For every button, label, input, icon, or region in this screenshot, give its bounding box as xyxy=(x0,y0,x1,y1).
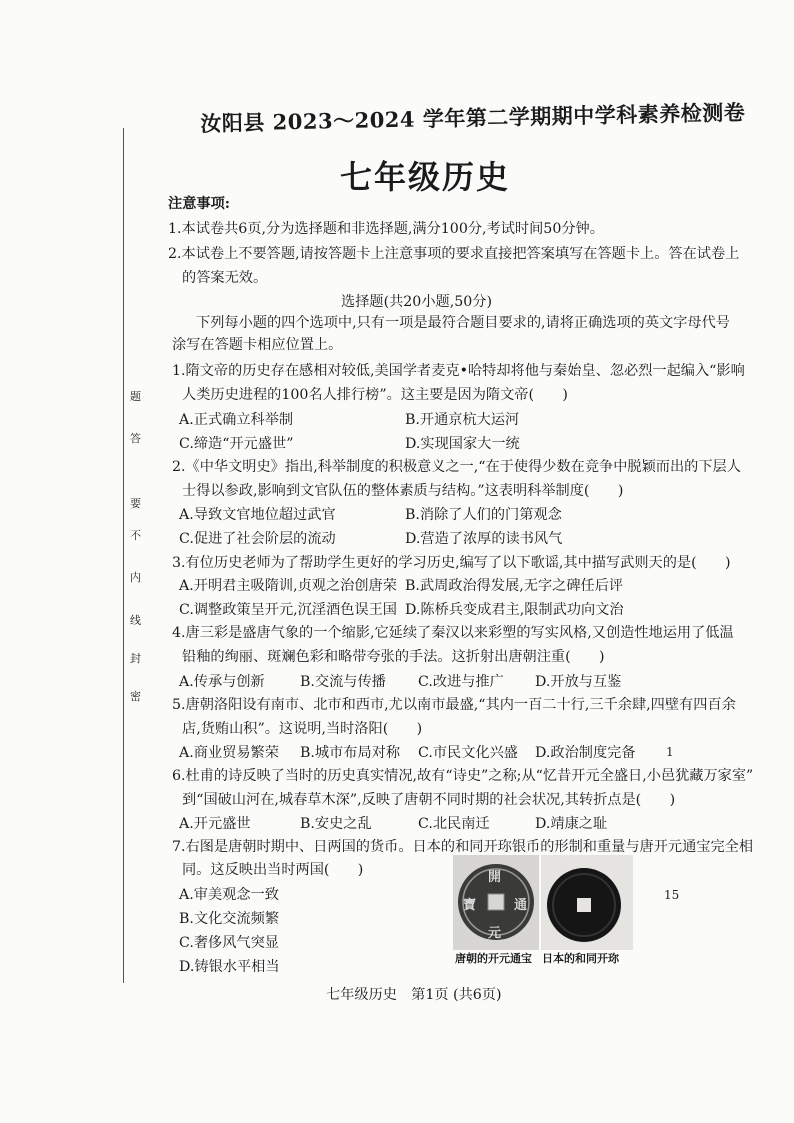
page-footer: 七年级历史 第1页 (共6页) xyxy=(326,987,502,1003)
side-char: 答 xyxy=(130,432,141,445)
side-char: 题 xyxy=(130,390,141,403)
notice-item: 的答案无效。 xyxy=(182,270,268,286)
option: D.政治制度完备 xyxy=(535,745,636,761)
notice-heading: 注意事项: xyxy=(168,196,230,212)
option: C.奢侈风气突显 xyxy=(179,935,279,951)
coin-figure xyxy=(453,855,633,970)
question-stem: 3.有位历史老师为了帮助学生更好的学习历史,编写了以下歌谣,其中描写武则天的是( ) xyxy=(172,555,731,571)
subject-title: 七年级历史 xyxy=(340,158,511,196)
exam-title: 汝阳县 2023～2024 学年第二学期期中学科素养检测卷 xyxy=(200,99,746,136)
option: D.铸银水平相当 xyxy=(179,959,280,975)
option: B.武周政治得发展,无字之碑任后评 xyxy=(405,578,624,594)
side-char: 要 xyxy=(130,497,141,510)
question-stem: 店,货贿山积”。这说明,当时洛阳( ) xyxy=(182,721,423,737)
option: B.安史之乱 xyxy=(300,816,372,832)
question-stem: 人类历史进程的100名人排行榜”。这主要是因为隋文帝( ) xyxy=(182,387,568,403)
notice-item: 2.本试卷上不要答题,请按答题卡上注意事项的要求直接把答案填写在答题卡上。答在试卷上 xyxy=(168,246,740,262)
edge-mark: 15 xyxy=(664,888,680,902)
option: A.导致文官地位超过武官 xyxy=(179,507,336,523)
side-char: 线 xyxy=(130,614,141,627)
side-char: 封 xyxy=(130,652,141,665)
section-instruction: 下列每小题的四个选项中,只有一项是最符合题目要求的,请将正确选项的英文字母代号 xyxy=(196,315,730,331)
side-char: 密 xyxy=(130,690,141,703)
question-stem: 4.唐三彩是盛唐气象的一个缩影,它延续了秦汉以来彩塑的写实风格,又创造性地运用了低温 xyxy=(172,625,734,641)
question-stem: 铅釉的绚丽、斑斓色彩和略带夸张的手法。这折射出唐朝注重( ) xyxy=(182,649,605,665)
side-char: 不 xyxy=(130,529,141,542)
section-instruction: 涂写在答题卡相应位置上。 xyxy=(172,337,343,353)
option: B.城市布局对称 xyxy=(300,745,401,761)
question-stem: 1.隋文帝的历史存在感相对较低,美国学者麦克•哈特却将他与秦始皇、忽必烈一起编入“影响 xyxy=(172,363,745,379)
coin-char: 通 xyxy=(514,898,528,913)
question-stem: 同。这反映出当时两国( ) xyxy=(182,862,364,878)
edge-mark: 1 xyxy=(666,745,674,759)
option: D.实现国家大一统 xyxy=(405,436,520,452)
option: C.调整政策呈开元,沉淫酒色误王国 xyxy=(179,602,397,618)
option: B.开通京杭大运河 xyxy=(405,412,520,428)
coin-char: 寶 xyxy=(463,898,477,913)
question-stem: 到“国破山河在,城春草木深”,反映了唐朝不同时期的社会状况,其转折点是( ) xyxy=(182,792,676,808)
option: A.审美观念一致 xyxy=(179,887,279,903)
option: B.文化交流频繁 xyxy=(179,911,280,927)
option: A.正式确立科举制 xyxy=(179,412,294,428)
figure-caption: 日本的和同开珎 xyxy=(542,952,619,965)
binding-line xyxy=(123,128,124,983)
question-stem: 7.右图是唐朝时期中、日两国的货币。日本的和同开珎银币的形制和重量与唐开元通宝完全相 xyxy=(172,839,754,855)
coin-char: 元 xyxy=(488,926,502,941)
option: C.北民南迁 xyxy=(418,816,490,832)
coin-char: 開 xyxy=(488,870,502,885)
option: A.开元盛世 xyxy=(179,816,251,832)
option: C.改进与推广 xyxy=(418,674,504,690)
option: D.开放与互鉴 xyxy=(535,674,622,690)
option: A.商业贸易繁荣 xyxy=(179,745,279,761)
side-char: 内 xyxy=(130,571,141,584)
option: A.传承与创新 xyxy=(179,674,265,690)
option: A.开明君主吸隋训,贞观之治创唐荣 xyxy=(179,578,397,594)
option: B.消除了人们的门第观念 xyxy=(405,507,562,523)
question-stem: 士得以参政,影响到文官队伍的整体素质与结构。”这表明科举制度( ) xyxy=(182,483,624,499)
question-stem: 2.《中华文明史》指出,科举制度的积极意义之一,“在于使得少数在竞争中脱颖而出的下层人 xyxy=(172,459,741,475)
option: D.陈桥兵变成君主,限制武功向文治 xyxy=(405,602,624,618)
notice-item: 1.本试卷共6页,分为选择题和非选择题,满分100分,考试时间50分钟。 xyxy=(168,221,604,237)
question-stem: 5.唐朝洛阳设有南市、北市和西市,尤以南市最盛,“其内一百二十行,三千余肆,四壁有四百余 xyxy=(172,697,736,713)
option: C.缔造“开元盛世” xyxy=(179,436,294,452)
option: C.促进了社会阶层的流动 xyxy=(179,531,336,547)
question-stem: 6.杜甫的诗反映了当时的历史真实情况,故有“诗史”之称;从“忆昔开元全盛日,小邑犹藏万家室” xyxy=(172,768,754,784)
option: C.市民文化兴盛 xyxy=(418,745,518,761)
option: D.营造了浓厚的读书风气 xyxy=(405,531,563,547)
section-title: 选择题(共20小题,50分) xyxy=(341,294,492,310)
option: D.靖康之耻 xyxy=(535,816,608,832)
option: B.交流与传播 xyxy=(300,674,386,690)
figure-caption: 唐朝的开元通宝 xyxy=(455,952,532,965)
